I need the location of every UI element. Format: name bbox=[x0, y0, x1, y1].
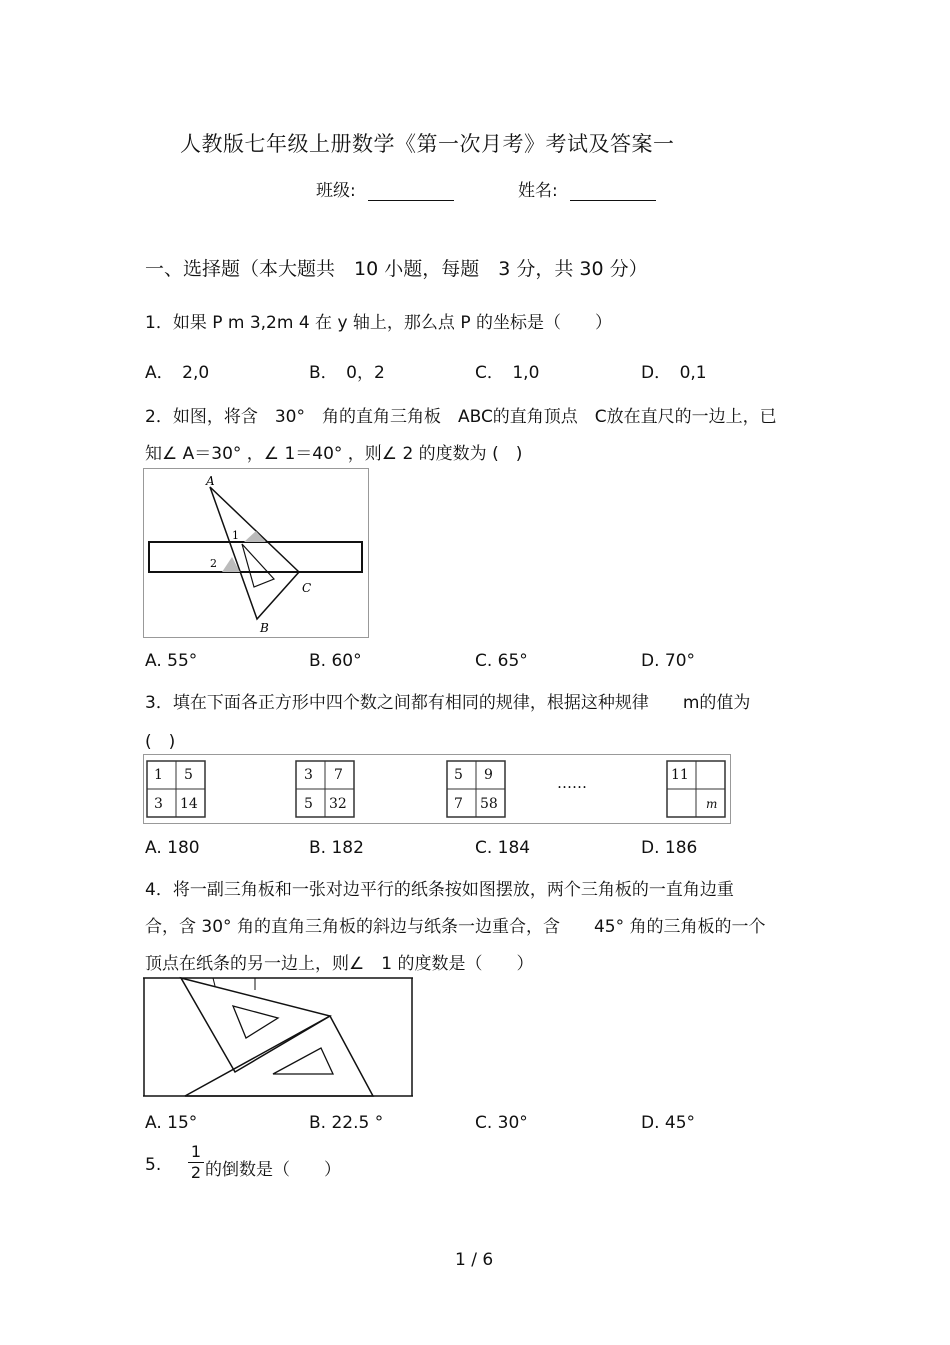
label-a: A bbox=[206, 474, 215, 488]
fraction-denominator: 2 bbox=[188, 1162, 204, 1183]
grid2-br: 32 bbox=[329, 796, 347, 812]
label-b: B bbox=[260, 621, 269, 635]
class-field bbox=[316, 176, 454, 201]
q2-figure bbox=[143, 468, 369, 638]
page-title: 人教版七年级上册数学《第一次月考》考试及答案一 bbox=[180, 132, 675, 156]
grid1-br: 14 bbox=[180, 796, 198, 812]
triangle-ruler-diagram bbox=[144, 469, 368, 637]
q4-option-d: D. 45° bbox=[641, 1113, 696, 1133]
q2-option-d: D. 70° bbox=[641, 651, 696, 671]
q4-option-a: A. 15° bbox=[145, 1113, 198, 1133]
question-1: 1．如果 P m 3,2m 4 在 y 轴上，那么点 P 的坐标是（ ） bbox=[145, 313, 612, 333]
number-squares-diagram bbox=[144, 755, 730, 823]
q3-option-a: A. 180 bbox=[145, 838, 200, 858]
q1-option-a: A． 2,0 bbox=[145, 363, 210, 383]
q4-figure bbox=[143, 976, 413, 1098]
question-3-line2: ( ) bbox=[145, 732, 176, 752]
q4-option-c: C. 30° bbox=[475, 1113, 528, 1133]
page-number: 1 / 6 bbox=[455, 1250, 494, 1270]
fraction-numerator: 1 bbox=[190, 1142, 202, 1161]
q2-option-b: B. 60° bbox=[309, 651, 362, 671]
ellipsis-dots: …… bbox=[557, 774, 587, 792]
name-label: 姓名: bbox=[518, 181, 558, 201]
question-3-line1: 3．填在下面各正方形中四个数之间都有相同的规律，根据这种规律 m的值为 bbox=[145, 693, 751, 713]
grid3-bl: 7 bbox=[454, 796, 463, 812]
q2-option-c: C. 65° bbox=[475, 651, 528, 671]
q3-option-b: B. 182 bbox=[309, 838, 364, 858]
fraction-one-half bbox=[188, 1142, 204, 1183]
q3-option-d: D. 186 bbox=[641, 838, 698, 858]
grid2-tr: 7 bbox=[334, 767, 343, 783]
q2-option-a: A. 55° bbox=[145, 651, 198, 671]
grid4-br: m bbox=[706, 797, 718, 811]
question-2-line1: 2．如图，将含 30° 角的直角三角板 ABC的直角顶点 C放在直尺的一边上，已 bbox=[145, 407, 777, 427]
label-angle-2: 2 bbox=[210, 557, 217, 570]
grid1-bl: 3 bbox=[154, 796, 163, 812]
class-label: 班级: bbox=[316, 181, 356, 201]
grid1-tl: 1 bbox=[154, 767, 163, 783]
section-heading: 一、选择题（本大题共 10 小题，每题 3 分，共 30 分） bbox=[145, 258, 648, 280]
name-field bbox=[518, 176, 656, 201]
grid2-tl: 3 bbox=[304, 767, 313, 783]
question-5-text: 的倒数是（ ） bbox=[205, 1160, 341, 1180]
question-2-line2: 知∠ A＝30° ，∠ 1＝40° ，则∠ 2 的度数为 ( ) bbox=[145, 444, 523, 464]
grid3-br: 58 bbox=[480, 796, 498, 812]
question-5-number: 5. bbox=[145, 1155, 162, 1175]
set-squares-diagram bbox=[143, 976, 413, 1098]
q3-option-c: C. 184 bbox=[475, 838, 531, 858]
q1-option-d: D． 0,1 bbox=[641, 363, 707, 383]
q1-option-b: B． 0，2 bbox=[309, 363, 385, 383]
label-angle-1: 1 bbox=[232, 529, 239, 542]
name-blank bbox=[570, 182, 656, 201]
grid4-tl: 11 bbox=[671, 767, 689, 783]
question-4-line1: 4．将一副三角板和一张对边平行的纸条按如图摆放，两个三角板的一直角边重 bbox=[145, 880, 734, 900]
q1-option-c: C． 1,0 bbox=[475, 363, 540, 383]
question-4-line2: 合，含 30° 角的直角三角板的斜边与纸条一边重合，含 45° 角的三角板的一个 bbox=[145, 917, 766, 937]
grid2-bl: 5 bbox=[304, 796, 313, 812]
grid1-tr: 5 bbox=[184, 767, 193, 783]
grid3-tl: 5 bbox=[454, 767, 463, 783]
q3-figure bbox=[143, 754, 731, 824]
class-blank bbox=[368, 182, 454, 201]
label-c: C bbox=[302, 581, 312, 595]
question-4-line3: 顶点在纸条的另一边上，则∠ 1 的度数是（ ） bbox=[145, 954, 534, 974]
q4-option-b: B. 22.5 ° bbox=[309, 1113, 384, 1133]
grid3-tr: 9 bbox=[484, 767, 493, 783]
